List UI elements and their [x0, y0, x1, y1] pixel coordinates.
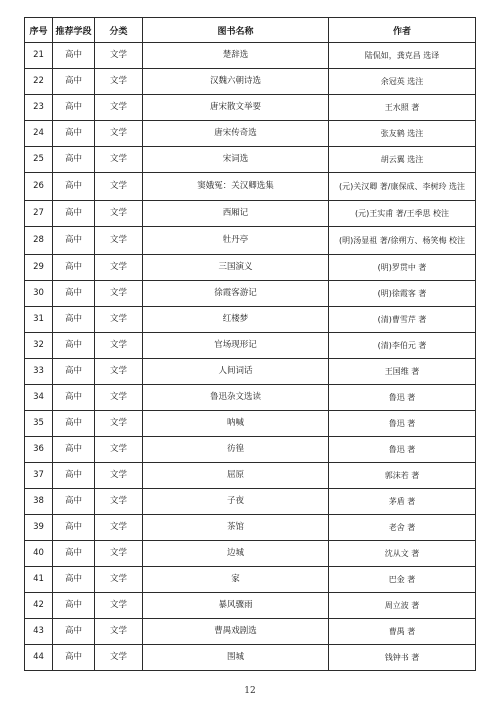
row-title-cell: 西厢记	[143, 201, 329, 227]
row-stage-cell: 高中	[53, 201, 95, 227]
row-stage-cell: 高中	[53, 411, 95, 437]
row-category-cell: 文学	[95, 515, 143, 541]
row-category-cell: 文学	[95, 121, 143, 147]
table-row	[25, 95, 476, 121]
row-stage-cell: 高中	[53, 255, 95, 281]
table-row	[25, 489, 476, 515]
book-list-table	[24, 17, 476, 671]
header-category: 分类	[95, 18, 143, 43]
table-row	[25, 333, 476, 359]
page-number: 12	[244, 686, 256, 696]
row-title-cell: 汉魏六朝诗选	[143, 69, 329, 95]
row-author-cell: 郭沫若 著	[329, 463, 476, 489]
row-author-cell: (明)徐霞客 著	[329, 281, 476, 307]
row-category-cell: 文学	[95, 227, 143, 255]
table-body	[25, 43, 476, 671]
row-number-cell: 25	[25, 147, 53, 173]
row-stage-cell: 高中	[53, 515, 95, 541]
row-author-cell: (明)罗贯中 著	[329, 255, 476, 281]
row-title-cell: 三国演义	[143, 255, 329, 281]
row-category-cell: 文学	[95, 567, 143, 593]
row-author-cell: 茅盾 著	[329, 489, 476, 515]
row-title-cell: 围城	[143, 645, 329, 671]
row-title-cell: 牡丹亭	[143, 227, 329, 255]
row-stage-cell: 高中	[53, 437, 95, 463]
row-number-cell: 21	[25, 43, 53, 69]
table-row	[25, 43, 476, 69]
table-row	[25, 645, 476, 671]
row-stage-cell: 高中	[53, 333, 95, 359]
row-stage-cell: 高中	[53, 385, 95, 411]
row-number-cell: 33	[25, 359, 53, 385]
row-author-cell: 周立波 著	[329, 593, 476, 619]
row-author-cell: 巴金 著	[329, 567, 476, 593]
row-category-cell: 文学	[95, 95, 143, 121]
header-stage: 推荐学段	[53, 18, 95, 43]
row-category-cell: 文学	[95, 645, 143, 671]
table-row	[25, 437, 476, 463]
table-row	[25, 619, 476, 645]
row-category-cell: 文学	[95, 69, 143, 95]
row-author-cell: 鲁迅 著	[329, 437, 476, 463]
row-number-cell: 36	[25, 437, 53, 463]
row-stage-cell: 高中	[53, 489, 95, 515]
row-author-cell: (清)曹雪芹 著	[329, 307, 476, 333]
row-number-cell: 42	[25, 593, 53, 619]
row-category-cell: 文学	[95, 489, 143, 515]
table-row	[25, 201, 476, 227]
row-title-cell: 鲁迅杂文选读	[143, 385, 329, 411]
row-title-cell: 官场现形记	[143, 333, 329, 359]
row-category-cell: 文学	[95, 43, 143, 69]
row-author-cell: 老舍 著	[329, 515, 476, 541]
row-title-cell: 家	[143, 567, 329, 593]
row-title-cell: 茶馆	[143, 515, 329, 541]
row-author-cell: 钱钟书 著	[329, 645, 476, 671]
row-category-cell: 文学	[95, 255, 143, 281]
row-number-cell: 38	[25, 489, 53, 515]
row-author-cell: 王水照 著	[329, 95, 476, 121]
row-title-cell: 屈原	[143, 463, 329, 489]
row-number-cell: 24	[25, 121, 53, 147]
row-author-cell: 鲁迅 著	[329, 411, 476, 437]
row-category-cell: 文学	[95, 333, 143, 359]
row-number-cell: 32	[25, 333, 53, 359]
row-stage-cell: 高中	[53, 281, 95, 307]
row-title-cell: 子夜	[143, 489, 329, 515]
row-number-cell: 44	[25, 645, 53, 671]
row-stage-cell: 高中	[53, 95, 95, 121]
row-number-cell: 41	[25, 567, 53, 593]
row-number-cell: 40	[25, 541, 53, 567]
row-stage-cell: 高中	[53, 69, 95, 95]
row-author-cell: 王国维 著	[329, 359, 476, 385]
table-header	[25, 18, 476, 43]
row-stage-cell: 高中	[53, 307, 95, 333]
row-author-cell: 张友鹤 选注	[329, 121, 476, 147]
row-title-cell: 彷徨	[143, 437, 329, 463]
row-category-cell: 文学	[95, 359, 143, 385]
row-stage-cell: 高中	[53, 227, 95, 255]
row-category-cell: 文学	[95, 307, 143, 333]
table-row	[25, 307, 476, 333]
row-author-cell: (元)关汉卿 著/康保成、李树玲 选注	[329, 173, 476, 201]
row-title-cell: 徐霞客游记	[143, 281, 329, 307]
row-title-cell: 人间词话	[143, 359, 329, 385]
row-number-cell: 22	[25, 69, 53, 95]
table-row	[25, 227, 476, 255]
table-row	[25, 411, 476, 437]
row-stage-cell: 高中	[53, 121, 95, 147]
table-row	[25, 567, 476, 593]
row-stage-cell: 高中	[53, 463, 95, 489]
row-title-cell: 呐喊	[143, 411, 329, 437]
table-row	[25, 359, 476, 385]
row-title-cell: 边城	[143, 541, 329, 567]
table-row	[25, 593, 476, 619]
row-title-cell: 宋词选	[143, 147, 329, 173]
header-number: 序号	[25, 18, 53, 43]
header-row	[25, 18, 476, 43]
row-category-cell: 文学	[95, 173, 143, 201]
row-title-cell: 暴风骤雨	[143, 593, 329, 619]
row-author-cell: (元)王实甫 著/王季思 校注	[329, 201, 476, 227]
row-title-cell: 红楼梦	[143, 307, 329, 333]
row-number-cell: 23	[25, 95, 53, 121]
row-stage-cell: 高中	[53, 593, 95, 619]
row-author-cell: 沈从文 著	[329, 541, 476, 567]
row-title-cell: 窦娥冤：关汉卿选集	[143, 173, 329, 201]
row-stage-cell: 高中	[53, 173, 95, 201]
header-author: 作者	[329, 18, 476, 43]
row-author-cell: 曹禺 著	[329, 619, 476, 645]
row-title-cell: 唐宋传奇选	[143, 121, 329, 147]
row-number-cell: 30	[25, 281, 53, 307]
row-title-cell: 楚辞选	[143, 43, 329, 69]
row-author-cell: 胡云翼 选注	[329, 147, 476, 173]
row-category-cell: 文学	[95, 411, 143, 437]
row-title-cell: 唐宋散文举要	[143, 95, 329, 121]
table-row	[25, 69, 476, 95]
row-number-cell: 26	[25, 173, 53, 201]
table-row	[25, 463, 476, 489]
row-stage-cell: 高中	[53, 359, 95, 385]
row-category-cell: 文学	[95, 541, 143, 567]
row-category-cell: 文学	[95, 201, 143, 227]
table-row	[25, 541, 476, 567]
row-stage-cell: 高中	[53, 43, 95, 69]
row-number-cell: 27	[25, 201, 53, 227]
table-row	[25, 515, 476, 541]
row-category-cell: 文学	[95, 385, 143, 411]
row-number-cell: 28	[25, 227, 53, 255]
row-author-cell: (清)李伯元 著	[329, 333, 476, 359]
row-number-cell: 39	[25, 515, 53, 541]
row-number-cell: 37	[25, 463, 53, 489]
row-number-cell: 43	[25, 619, 53, 645]
row-stage-cell: 高中	[53, 567, 95, 593]
row-author-cell: (明)汤显祖 著/徐朔方、杨笑梅 校注	[329, 227, 476, 255]
table-row	[25, 121, 476, 147]
table-row	[25, 147, 476, 173]
row-category-cell: 文学	[95, 463, 143, 489]
row-stage-cell: 高中	[53, 541, 95, 567]
row-category-cell: 文学	[95, 437, 143, 463]
row-number-cell: 35	[25, 411, 53, 437]
row-author-cell: 陆侃如，龚克昌 选译	[329, 43, 476, 69]
row-category-cell: 文学	[95, 147, 143, 173]
row-stage-cell: 高中	[53, 147, 95, 173]
header-title: 图书名称	[143, 18, 329, 43]
table-row	[25, 173, 476, 201]
row-number-cell: 29	[25, 255, 53, 281]
row-stage-cell: 高中	[53, 645, 95, 671]
row-title-cell: 曹禺戏剧选	[143, 619, 329, 645]
table-row	[25, 255, 476, 281]
row-category-cell: 文学	[95, 593, 143, 619]
row-stage-cell: 高中	[53, 619, 95, 645]
row-category-cell: 文学	[95, 281, 143, 307]
row-number-cell: 31	[25, 307, 53, 333]
row-author-cell: 余冠英 选注	[329, 69, 476, 95]
row-category-cell: 文学	[95, 619, 143, 645]
table-row	[25, 385, 476, 411]
row-number-cell: 34	[25, 385, 53, 411]
table-row	[25, 281, 476, 307]
row-author-cell: 鲁迅 著	[329, 385, 476, 411]
